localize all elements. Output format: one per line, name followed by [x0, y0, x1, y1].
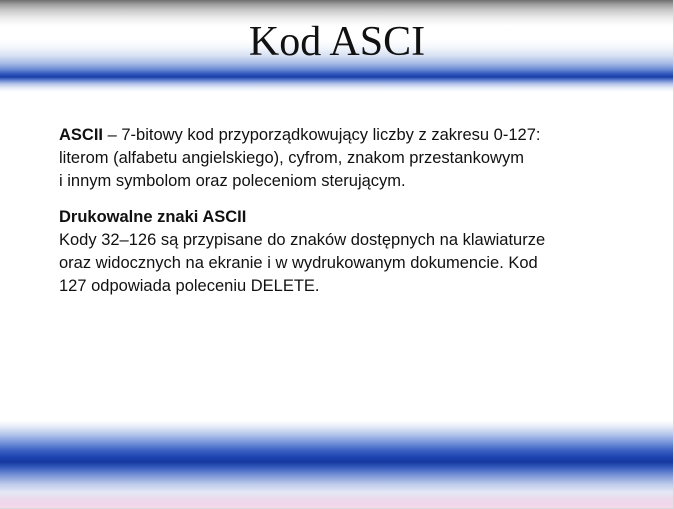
printable-line-1: Kody 32–126 są przypisane do znaków dostępnych na klawiaturze	[59, 231, 546, 249]
definition-line-1-text: – 7-bitowy kod przyporządkowujący liczby z zakresu 0-127:	[103, 126, 541, 144]
bottom-gradient-band	[0, 420, 674, 509]
definition-line-1	[59, 124, 649, 147]
definition-line-3: i innym symbolom oraz poleceniom sterującym.	[59, 172, 406, 190]
paragraph-printable-characters	[59, 206, 649, 298]
printable-heading: Drukowalne znaki ASCII	[59, 208, 247, 226]
definition-line-2: literom (alfabetu angielskiego), cyfrom, znakom przestankowym	[59, 149, 524, 167]
printable-line-2: oraz widocznych na ekranie i w wydrukowanym dokumencie. Kod	[59, 254, 538, 272]
slide-title: Kod ASCI	[248, 19, 426, 65]
paragraph-ascii-definition	[59, 124, 649, 193]
ascii-term: ASCII	[59, 126, 104, 144]
printable-line-3: 127 odpowiada poleceniu DELETE.	[59, 277, 320, 295]
slide-body	[59, 124, 649, 298]
